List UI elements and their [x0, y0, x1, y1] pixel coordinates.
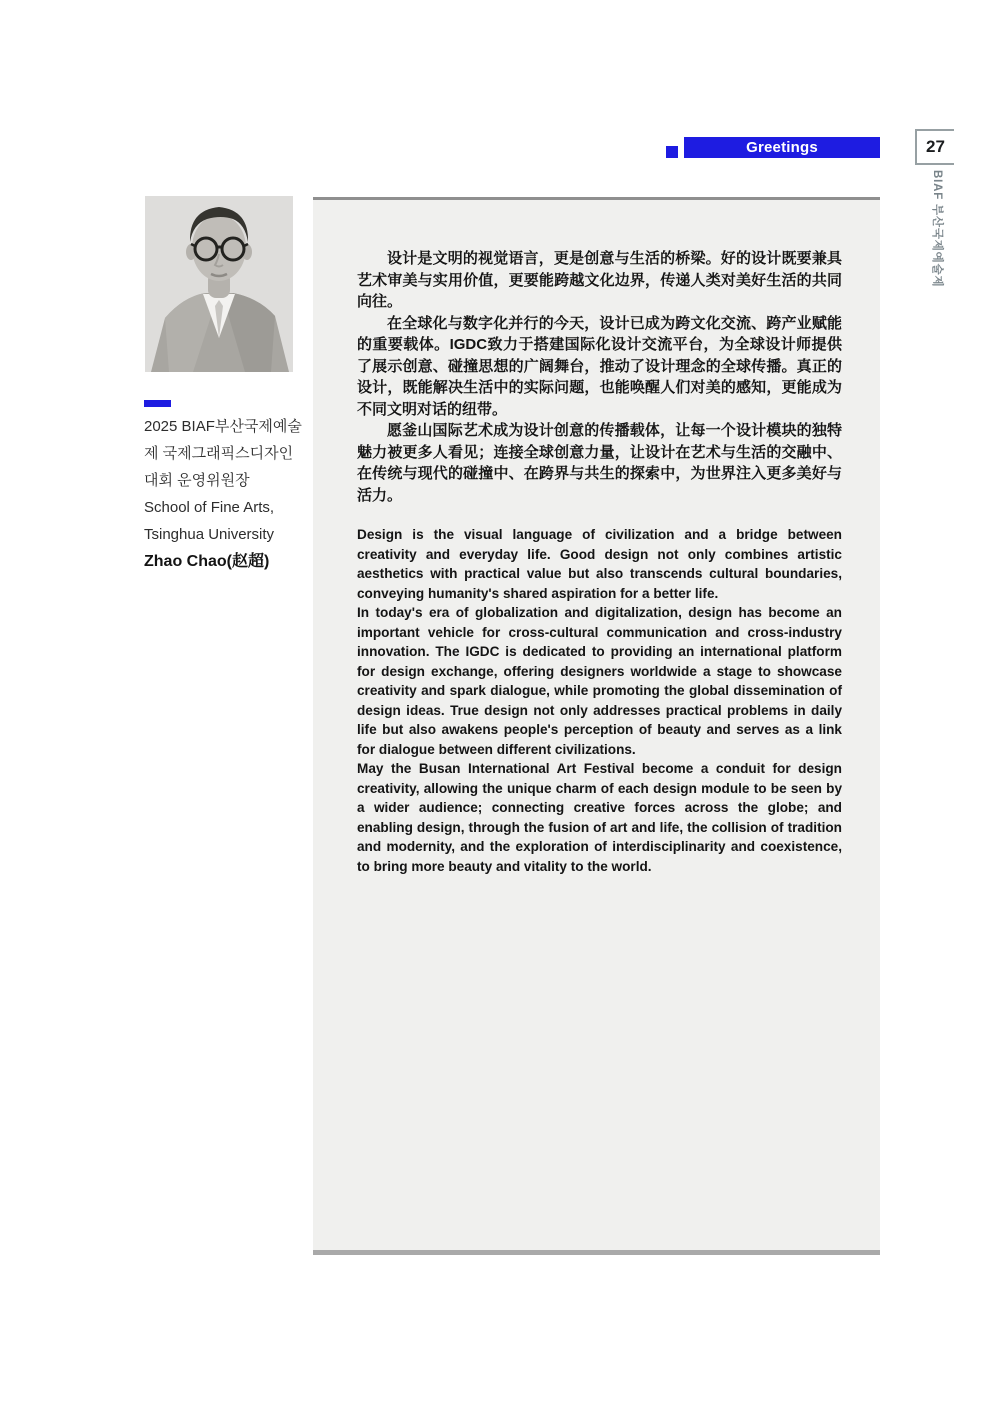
page-number-box — [915, 129, 954, 165]
page-number: 27 — [926, 137, 945, 156]
message-english — [357, 525, 842, 876]
paragraph: In today's era of globalization and digitalization, design has become an important vehicle for cross-cultural communication and cross-industry innovation. The IGDC is dedicated to providing an international platform for design exchange, offering designers worldwide a stage to showcase creativity and spark dialogue, while promoting the global dissemination of design ideas. True design not only addresses practical problems in daily life but also awakens people's perception of beauty and serves as a link for dialogue between different civilizations. — [357, 605, 842, 757]
portrait-photo — [145, 196, 293, 372]
profile-affiliation-line2: Tsinghua University — [144, 526, 275, 543]
profile-name: Zhao Chao(赵超) — [144, 553, 270, 570]
edge-festival-label: BIAF 부산국제예술제 — [931, 170, 943, 288]
greeting-message-panel — [313, 197, 880, 1255]
profile-affiliation-line1: School of Fine Arts, — [144, 499, 275, 516]
paragraph: 愿釜山国际艺术成为设计创意的传播载体，让每一个设计模块的独特魅力被更多人看见；连接全球创意力量，让设计在艺术与生活的交融中、在传统与现代的碰撞中、在跨界与共生的探索中，为世界注入更多美好与活力。 — [357, 422, 842, 504]
accent-dash-decoration — [144, 400, 171, 407]
paragraph: 在全球化与数字化并行的今天，设计已成为跨文化交流、跨产业赋能的重要载体。IGDC致力于搭建国际化设计交流平台，为全球设计师提供了展示创意、碰撞思想的广阔舞台，推动了设计理念的全球传播。真正的设计，既能解决生活中的实际问题，也能唤醒人们对美的感知，更能成为不同文明对话的纽带。 — [357, 314, 842, 418]
section-header-bar — [684, 137, 880, 158]
paragraph: May the Busan International Art Festival become a conduit for design creativity, allowing the unique charm of each design module to be seen by a wider audience; connecting creative forces across the globe; and enabling design, through the fusion of art and life, the collision of tradition and modernity, and the exploration of interdisciplinarity and coexistence, to bring more beauty and vitality to the world. — [357, 761, 842, 874]
paragraph: Design is the visual language of civilization and a bridge between creativity and everyday life. Good design not only combines artistic aesthetics with practical value but also transcends cultural boundaries, conveying humanity's shared aspiration for a better life. — [357, 527, 842, 601]
profile-caption — [144, 413, 304, 575]
portrait-illustration — [145, 196, 293, 372]
section-title: Greetings — [746, 139, 818, 156]
message-chinese — [357, 248, 842, 506]
accent-square-decoration — [666, 146, 678, 158]
greeting-message-content — [313, 200, 880, 876]
profile-role: 2025 BIAF부산국제예술제 국제그래픽스디자인대회 운영위원장 — [144, 418, 302, 489]
paragraph: 设计是文明的视觉语言，更是创意与生活的桥梁。好的设计既要兼具艺术审美与实用价值，更要能跨越文化边界，传递人类对美好生活的共同向往。 — [357, 250, 842, 310]
